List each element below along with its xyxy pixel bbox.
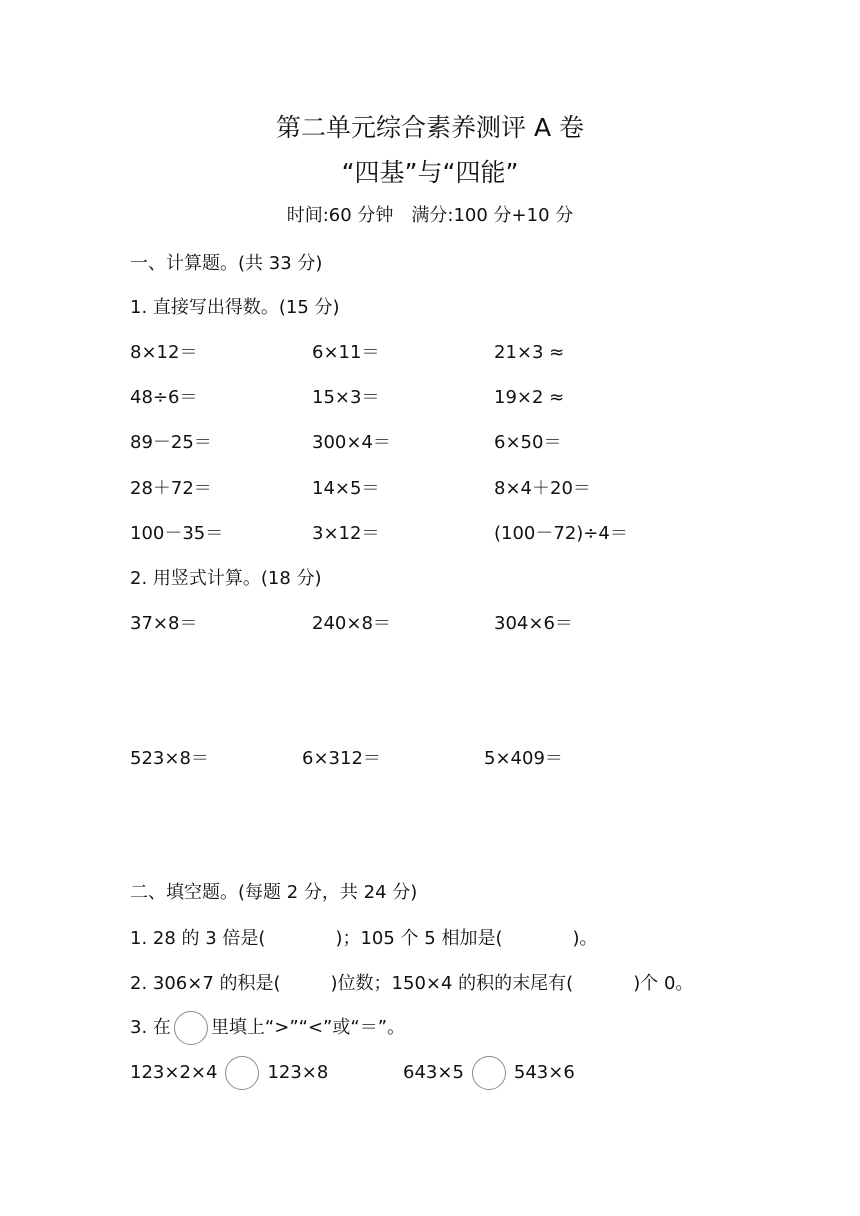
compare-item: 643×5 543×6 — [403, 1056, 575, 1090]
fill-question-2: 2. 306×7 的积是( )位数；150×4 的积的末尾有( )个 0。 — [130, 973, 694, 994]
page-title: 第二单元综合素养测评 A 卷 — [276, 113, 584, 142]
section1-heading: 一、计算题。(共 33 分) — [130, 253, 323, 274]
q1-item: 300×4＝ — [312, 432, 391, 453]
q2-item: 37×8＝ — [130, 613, 198, 634]
page-subtitle: “四基”与“四能” — [341, 158, 519, 187]
q2-item: 523×8＝ — [130, 748, 209, 769]
compare-circle[interactable] — [472, 1056, 506, 1090]
q2-item: 5×409＝ — [484, 748, 563, 769]
compare-item: 123×2×4 123×8 — [130, 1056, 328, 1090]
q1-item: 8×12＝ — [130, 342, 198, 363]
q1-item: 8×4＋20＝ — [494, 478, 591, 499]
q1-item: 14×5＝ — [312, 478, 380, 499]
q1-item: 89－25＝ — [130, 432, 212, 453]
q2-heading: 2. 用竖式计算。(18 分) — [130, 568, 322, 589]
exam-meta: 时间:60 分钟 满分:100 分+10 分 — [286, 205, 574, 226]
q1-item: 6×50＝ — [494, 432, 562, 453]
q1-item: 100－35＝ — [130, 523, 224, 544]
q1-item: 6×11＝ — [312, 342, 380, 363]
q1-item: 3×12＝ — [312, 523, 380, 544]
q1-item: 48÷6＝ — [130, 387, 198, 408]
q2-item: 304×6＝ — [494, 613, 573, 634]
q1-item: 19×2 ≈ — [494, 387, 565, 408]
fill-question-3: 3. 在 里填上“>”“<”或“＝”。 — [130, 1011, 405, 1045]
q2-item: 6×312＝ — [302, 748, 381, 769]
q1-item: 15×3＝ — [312, 387, 380, 408]
q1-item: (100－72)÷4＝ — [494, 523, 628, 544]
compare-circle-icon — [174, 1011, 208, 1045]
compare-circle[interactable] — [225, 1056, 259, 1090]
q2-item: 240×8＝ — [312, 613, 391, 634]
q1-item: 28＋72＝ — [130, 478, 212, 499]
q1-heading: 1. 直接写出得数。(15 分) — [130, 297, 340, 318]
q1-item: 21×3 ≈ — [494, 342, 565, 363]
section2-heading: 二、填空题。(每题 2 分，共 24 分) — [130, 882, 418, 903]
fill-question-1: 1. 28 的 3 倍是( )；105 个 5 相加是( )。 — [130, 928, 598, 949]
